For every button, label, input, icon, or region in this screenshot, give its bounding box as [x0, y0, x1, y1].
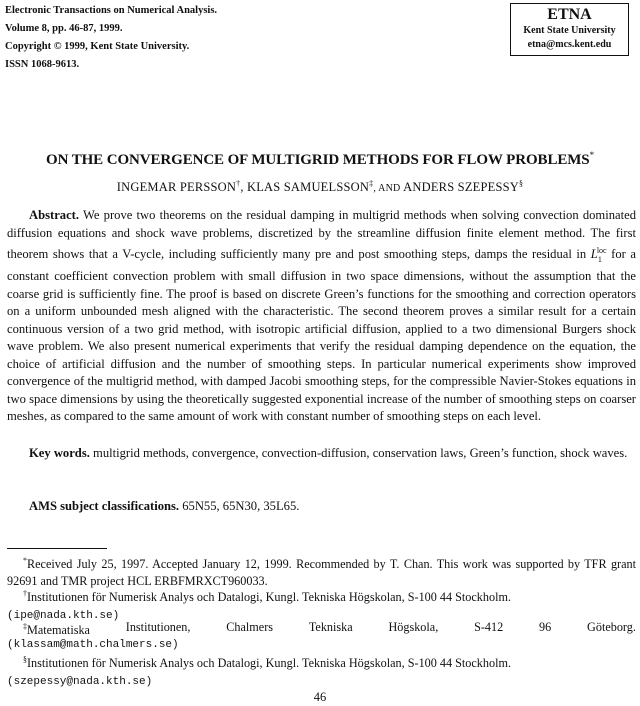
journal-header [5, 2, 217, 74]
author-2-mark: ‡ [369, 179, 374, 188]
keywords-text: multigrid methods, convergence, convection-diffusion, conservation laws, Green’s function, shock waves. [89, 446, 628, 460]
abstract-text-2: for a constant coefficient convection problem with small diffusion in two space dimensions, without the assumption that the coarse grid is sufficiently fine. The proof is based on discrete Green’s functions for the smoothing and correction operators on a uniform unbounded mesh aligned with the characteristic. The second theorem proves a similar result for a certain continuous version of a two grid method, with isotropic artificial diffusion, applied to a two dimensional Burgers shock wave problem. We also present numerical experiments that verify the residual damping dependence on the equation, the choice of artificial diffusion and the number of smoothing steps. In particular numerical experiments show improved convergence of the multigrid method, with damped Jacobi smoothing steps, for the compressible Navier-Stokes equations in two space dimensions by using the theoretically suggested exponential increase of the number of smoothing steps on coarser meshes, as compared to the same amount of work with constant number of smoothing steps on each level. [7, 247, 636, 424]
footnote-rule [7, 548, 107, 549]
etna-university: Kent State University [523, 25, 616, 36]
footnote-2-mark: † [23, 589, 27, 598]
abstract-text-1: We prove two theorems on the residual damping in multigrid methods when solving convection dominated diffusion equations and shock wave problems, discretized by the streamline diffusion finite element method. The first theorem shows that a V-cycle, including sufficiently many pre and post smoothing steps, damps the residual in [7, 208, 636, 262]
journal-name: Electronic Transactions on Numerical Analysis. [5, 5, 218, 16]
ams-text: 65N55, 65N30, 35L65. [179, 499, 300, 513]
footnote-persson: †Institutionen för Numerisk Analys och Datalogi, Kungl. Tekniska Högskolan, S-100 44 Stockholm. (ipe@nada.kth.se) [7, 589, 512, 622]
etna-email: etna@mcs.kent.edu [527, 39, 612, 50]
footnote-4-mark: § [23, 655, 27, 664]
etna-name: ETNA [547, 6, 592, 23]
author-1: INGEMAR PERSSON [116, 180, 237, 195]
keywords [7, 445, 636, 463]
journal-issn: ISSN 1068-9613. [5, 59, 80, 70]
footnote-3-mark: ‡ [23, 622, 27, 631]
abstract [7, 207, 636, 426]
page-number: 46 [313, 690, 327, 704]
author-separator: , [240, 180, 247, 195]
footnote-samuelsson: ‡Matematiska Institutionen, Chalmers Tekniska Högskola, S-412 96 Göteborg. [23, 620, 636, 638]
journal-volume: Volume 8, pp. 46-87, 1999. [5, 23, 123, 34]
footnote-szepessy: §Institutionen för Numerisk Analys och Datalogi, Kungl. Tekniska Högskolan, S-100 44 Stockholm. (szepessy@nada.kth.se) [7, 655, 512, 688]
email-persson: (ipe@nada.kth.se) [7, 609, 120, 622]
author-3-mark: § [519, 179, 524, 188]
abstract-label: Abstract. [29, 208, 80, 222]
footnote-samuelsson-email-line [7, 635, 636, 654]
math-l1-loc: $L_1^{loc}$ [590, 246, 607, 264]
email-samuelsson: (klassam@math.chalmers.se) [7, 639, 179, 651]
author-list [0, 179, 640, 195]
etna-logo-box [510, 3, 629, 56]
footnote-received: *Received July 25, 1997. Accepted January 12, 1999. Recommended by T. Chan. This work was supported by TFR grant 92691 and TMR project HCL ERBFMRXCT960033. [7, 556, 636, 588]
ams-classifications [7, 498, 636, 516]
author-3: ANDERS SZEPESSY [403, 180, 520, 195]
author-and: , AND [373, 183, 404, 195]
ams-label: AMS subject classifications. [29, 499, 180, 513]
author-1-mark: † [236, 179, 241, 188]
paper-title-text: ON THE CONVERGENCE OF MULTIGRID METHODS FOR FLOW PROBLEMS [46, 152, 590, 168]
footnote-1-mark: * [23, 556, 27, 565]
paper-title [0, 150, 640, 169]
journal-copyright: Copyright © 1999, Kent State University. [5, 41, 190, 52]
keywords-label: Key words. [29, 446, 90, 460]
title-footnote-mark: * [589, 150, 594, 160]
author-2: KLAS SAMUELSSON [246, 180, 370, 195]
email-szepessy: (szepessy@nada.kth.se) [7, 675, 153, 688]
